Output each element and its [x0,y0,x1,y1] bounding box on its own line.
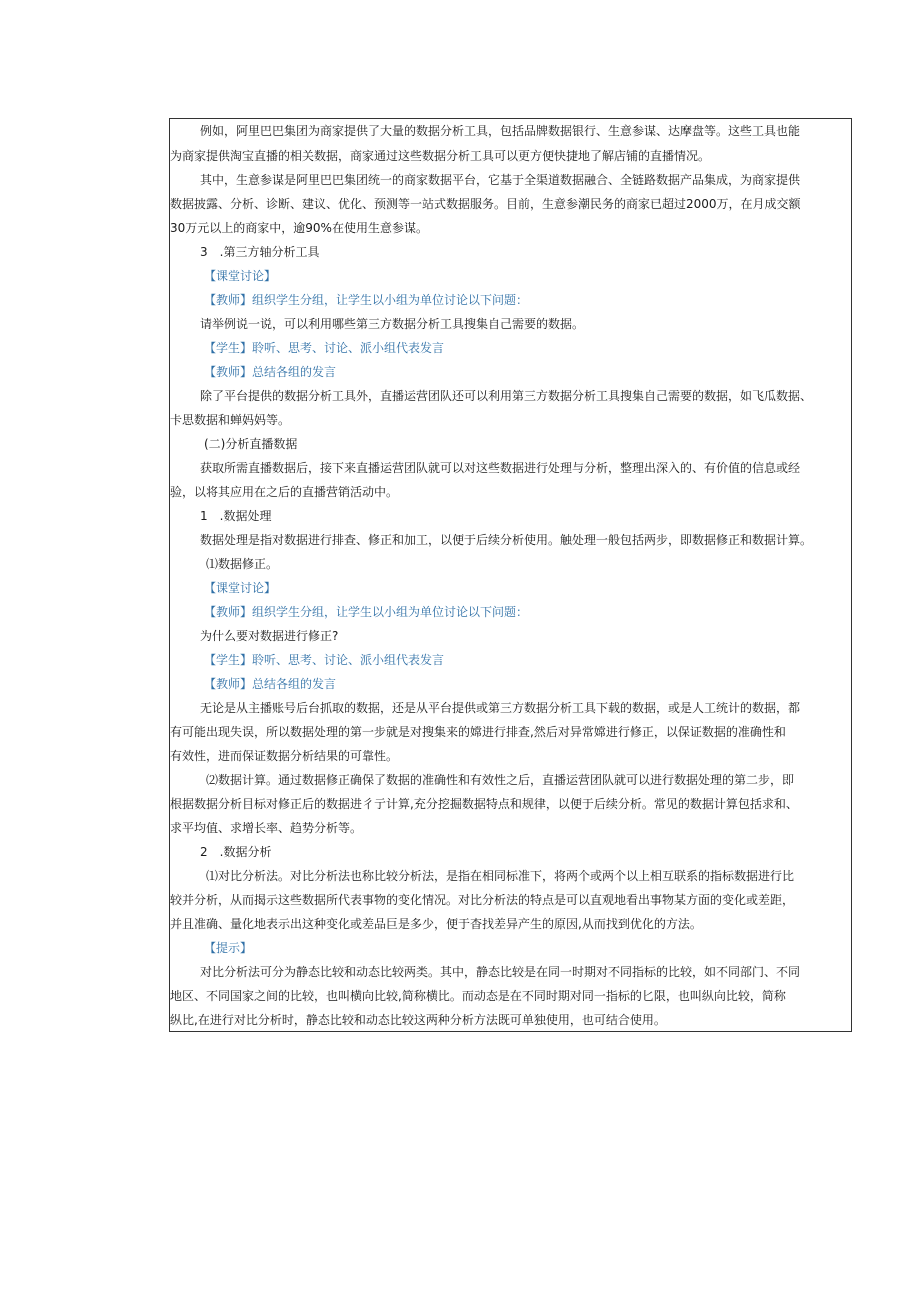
subsection-heading: ⑴数据修正。 [206,557,279,571]
teacher-instruction: 【教师】组织学生分组，让学生以小组为单位讨论以下问题： [204,605,529,619]
discussion-question: 请举例说一说，可以利用哪些第三方数据分析工具搜集自己需要的数据。 [200,317,585,331]
paragraph-line: 为商家提供淘宝直播的相关数据，商家通过这些数据分析工具可以更方便快捷地了解店铺的直播情况。 [170,149,711,163]
section-heading: 3 .第三方轴分析工具 [200,245,320,259]
class-discussion-label: 【课堂讨论】 [204,269,277,283]
teacher-summary: 【教师】总结各组的发言 [204,365,337,379]
paragraph-line: ⑵数据计算。通过数据修正确保了数据的准确性和有效性之后，直播运营团队就可以进行数据处理的第二步，即 [206,773,795,787]
paragraph-line: 有可能出现失误，所以数据处理的第一步就是对搜集来的嫦进行排查,然后对异常嫦进行修正，以保证数据的准确性和 [170,725,786,739]
section-heading: (二)分析直播数据 [204,437,298,451]
paragraph-line: 并且准确、量化地表示出这种变化或差品巨是多少，便于杳找差异产生的原因,从而找到优化的方法。 [170,917,702,931]
paragraph-line: 除了平台提供的数据分析工具外，直播运营团队还可以利用第三方数据分析工具搜集自己需要的数据，如飞瓜数据、 [200,389,813,403]
teacher-summary: 【教师】总结各组的发言 [204,677,337,691]
paragraph-line: 卡思数据和蝉妈妈等。 [170,413,291,427]
paragraph-line: 求平均值、求增长率、趋势分析等。 [170,821,363,835]
discussion-question: 为什么要对数据进行修正? [200,629,339,643]
paragraph-line: 其中，生意参谋是阿里巴巴集团统一的商家数据平台，它基于全渠道数据融合、全链路数据产品集成，为商家提供 [200,173,801,187]
paragraph-line: 有效性，进而保证数据分析结果的可靠性。 [170,749,399,763]
paragraph-line: 对比分析法可分为静态比较和动态比较两类。其中，静态比较是在同一时期对不同指标的比较，如不同部门、不同 [200,965,801,979]
paragraph-line: 较并分析，从而揭示这些数据所代表事物的变化情况。对比分析法的特点是可以直观地看出事物某方面的变化或差距， [170,893,795,907]
paragraph-line: 根据数据分析目标对修正后的数据进彳亍计算,充分挖掘数据特点和规律，以便于后续分析。常见的数据计算包括求和、 [170,797,798,811]
paragraph-line: 纵比,在进行对比分析时，静态比较和动态比较这两种分析方法既可单独使用，也可结合使用。 [170,1013,666,1027]
tip-label: 【提示】 [204,941,253,955]
paragraph-line: 数据处理是指对数据进行排查、修正和加工，以便于后续分析使用。触处理一般包括两步，即数据修正和数据计算。 [200,533,813,547]
student-activity: 【学生】聆听、思考、讨论、派小组代表发言 [204,653,445,667]
section-heading: 2 .数据分析 [200,845,272,859]
student-activity: 【学生】聆听、思考、讨论、派小组代表发言 [204,341,445,355]
paragraph-line: 获取所需直播数据后，接下来直播运营团队就可以对这些数据进行处理与分析，整理出深入的、有价值的信息或经 [200,461,801,475]
paragraph-line: 例如，阿里巴巴集团为商家提供了大量的数据分析工具，包括品牌数据银行、生意参谋、达摩盘等。这些工具也能 [200,124,801,138]
section-heading: 1 .数据处理 [200,509,272,523]
paragraph-line: 验，以将其应用在之后的直播营销活动中。 [170,485,399,499]
teacher-instruction: 【教师】组织学生分组，让学生以小组为单位讨论以下问题： [204,293,529,307]
paragraph-line: 无论是从主播账号后台抓取的数据，还是从平台提供或第三方数据分析工具下载的数据，或是人工统计的数据，都 [200,701,801,715]
paragraph-line: 地区、不同国家之间的比较，也叫横向比较,简称横比。而动态是在不同时期对同一指标的匕限，也叫纵向比较，简称 [170,989,786,1003]
paragraph-line: ⑴对比分析法。对比分析法也称比较分析法，是指在相同标准下，将两个或两个以上相互联系的指标数据进行比 [206,869,795,883]
paragraph-line: 30万元以上的商家中，逾90%在使用生意参谋。 [170,221,428,235]
paragraph-line: 数据披露、分析、诊断、建议、优化、预测等一站式数据服务。目前，生意参潮民务的商家已超过2000万，在月成交额 [170,197,801,211]
class-discussion-label: 【课堂讨论】 [204,581,277,595]
